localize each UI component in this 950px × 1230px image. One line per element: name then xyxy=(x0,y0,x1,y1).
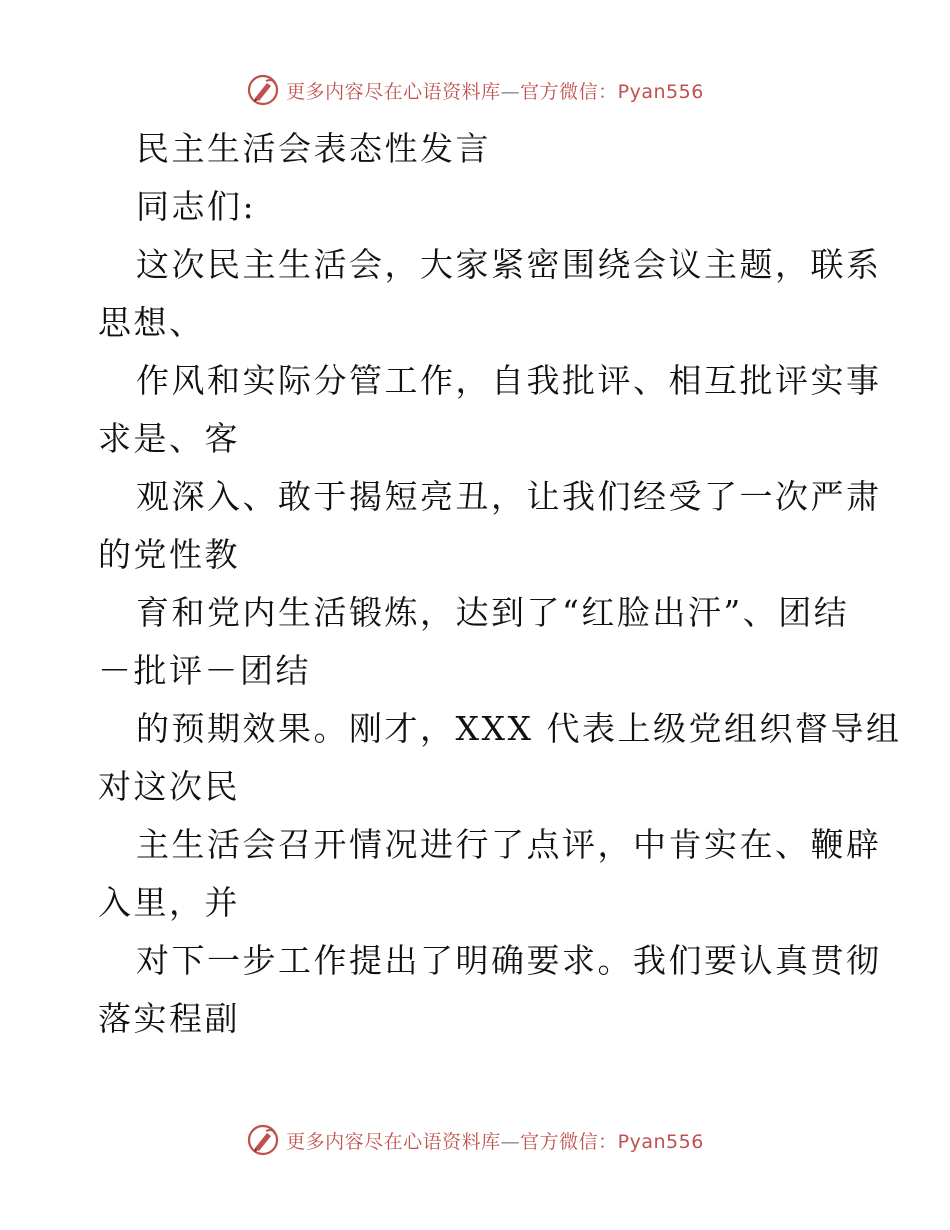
banner-wechat: 官方微信：Pyan556 xyxy=(520,1130,704,1153)
body-line: 落实程副 xyxy=(98,999,240,1038)
body-line: 主生活会召开情况进行了点评，中肯实在、鞭辟 xyxy=(136,825,882,864)
body-line: 入里，并 xyxy=(98,883,240,922)
footer-banner xyxy=(0,1120,950,1160)
pen-logo-icon xyxy=(246,73,280,107)
body-line: 育和党内生活锻炼，达到了“红脸出汗”、团结 xyxy=(136,593,850,632)
body-line: －批评－团结 xyxy=(98,651,311,690)
body-line: 的党性教 xyxy=(98,535,240,574)
document-title: 民主生活会表态性发言 xyxy=(136,129,491,168)
pen-logo-icon xyxy=(246,1123,280,1157)
banner-text xyxy=(286,77,704,104)
body-line: 的预期效果。刚才，XXX 代表上级党组织督导组 xyxy=(136,709,902,748)
body-line: 观深入、敢于揭短亮丑，让我们经受了一次严肃 xyxy=(136,477,882,516)
body-line: 思想、 xyxy=(98,303,205,342)
body-line: 对这次民 xyxy=(98,767,240,806)
body-line: 求是、客 xyxy=(98,419,240,458)
body-line: 对下一步工作提出了明确要求。我们要认真贯彻 xyxy=(136,941,882,980)
banner-text xyxy=(286,1127,704,1154)
body-line: 这次民主生活会，大家紧密围绕会议主题，联系 xyxy=(136,245,882,284)
body-line: 作风和实际分管工作，自我批评、相互批评实事 xyxy=(136,361,882,400)
salutation: 同志们: xyxy=(136,187,257,226)
banner-site-name: 更多内容尽在心语资料库 xyxy=(286,80,501,103)
banner-separator: — xyxy=(500,80,521,103)
banner-site-name: 更多内容尽在心语资料库 xyxy=(286,1130,501,1153)
document-body xyxy=(98,120,902,1048)
banner-separator: — xyxy=(500,1130,521,1153)
banner-wechat: 官方微信：Pyan556 xyxy=(520,80,704,103)
header-banner xyxy=(0,70,950,110)
